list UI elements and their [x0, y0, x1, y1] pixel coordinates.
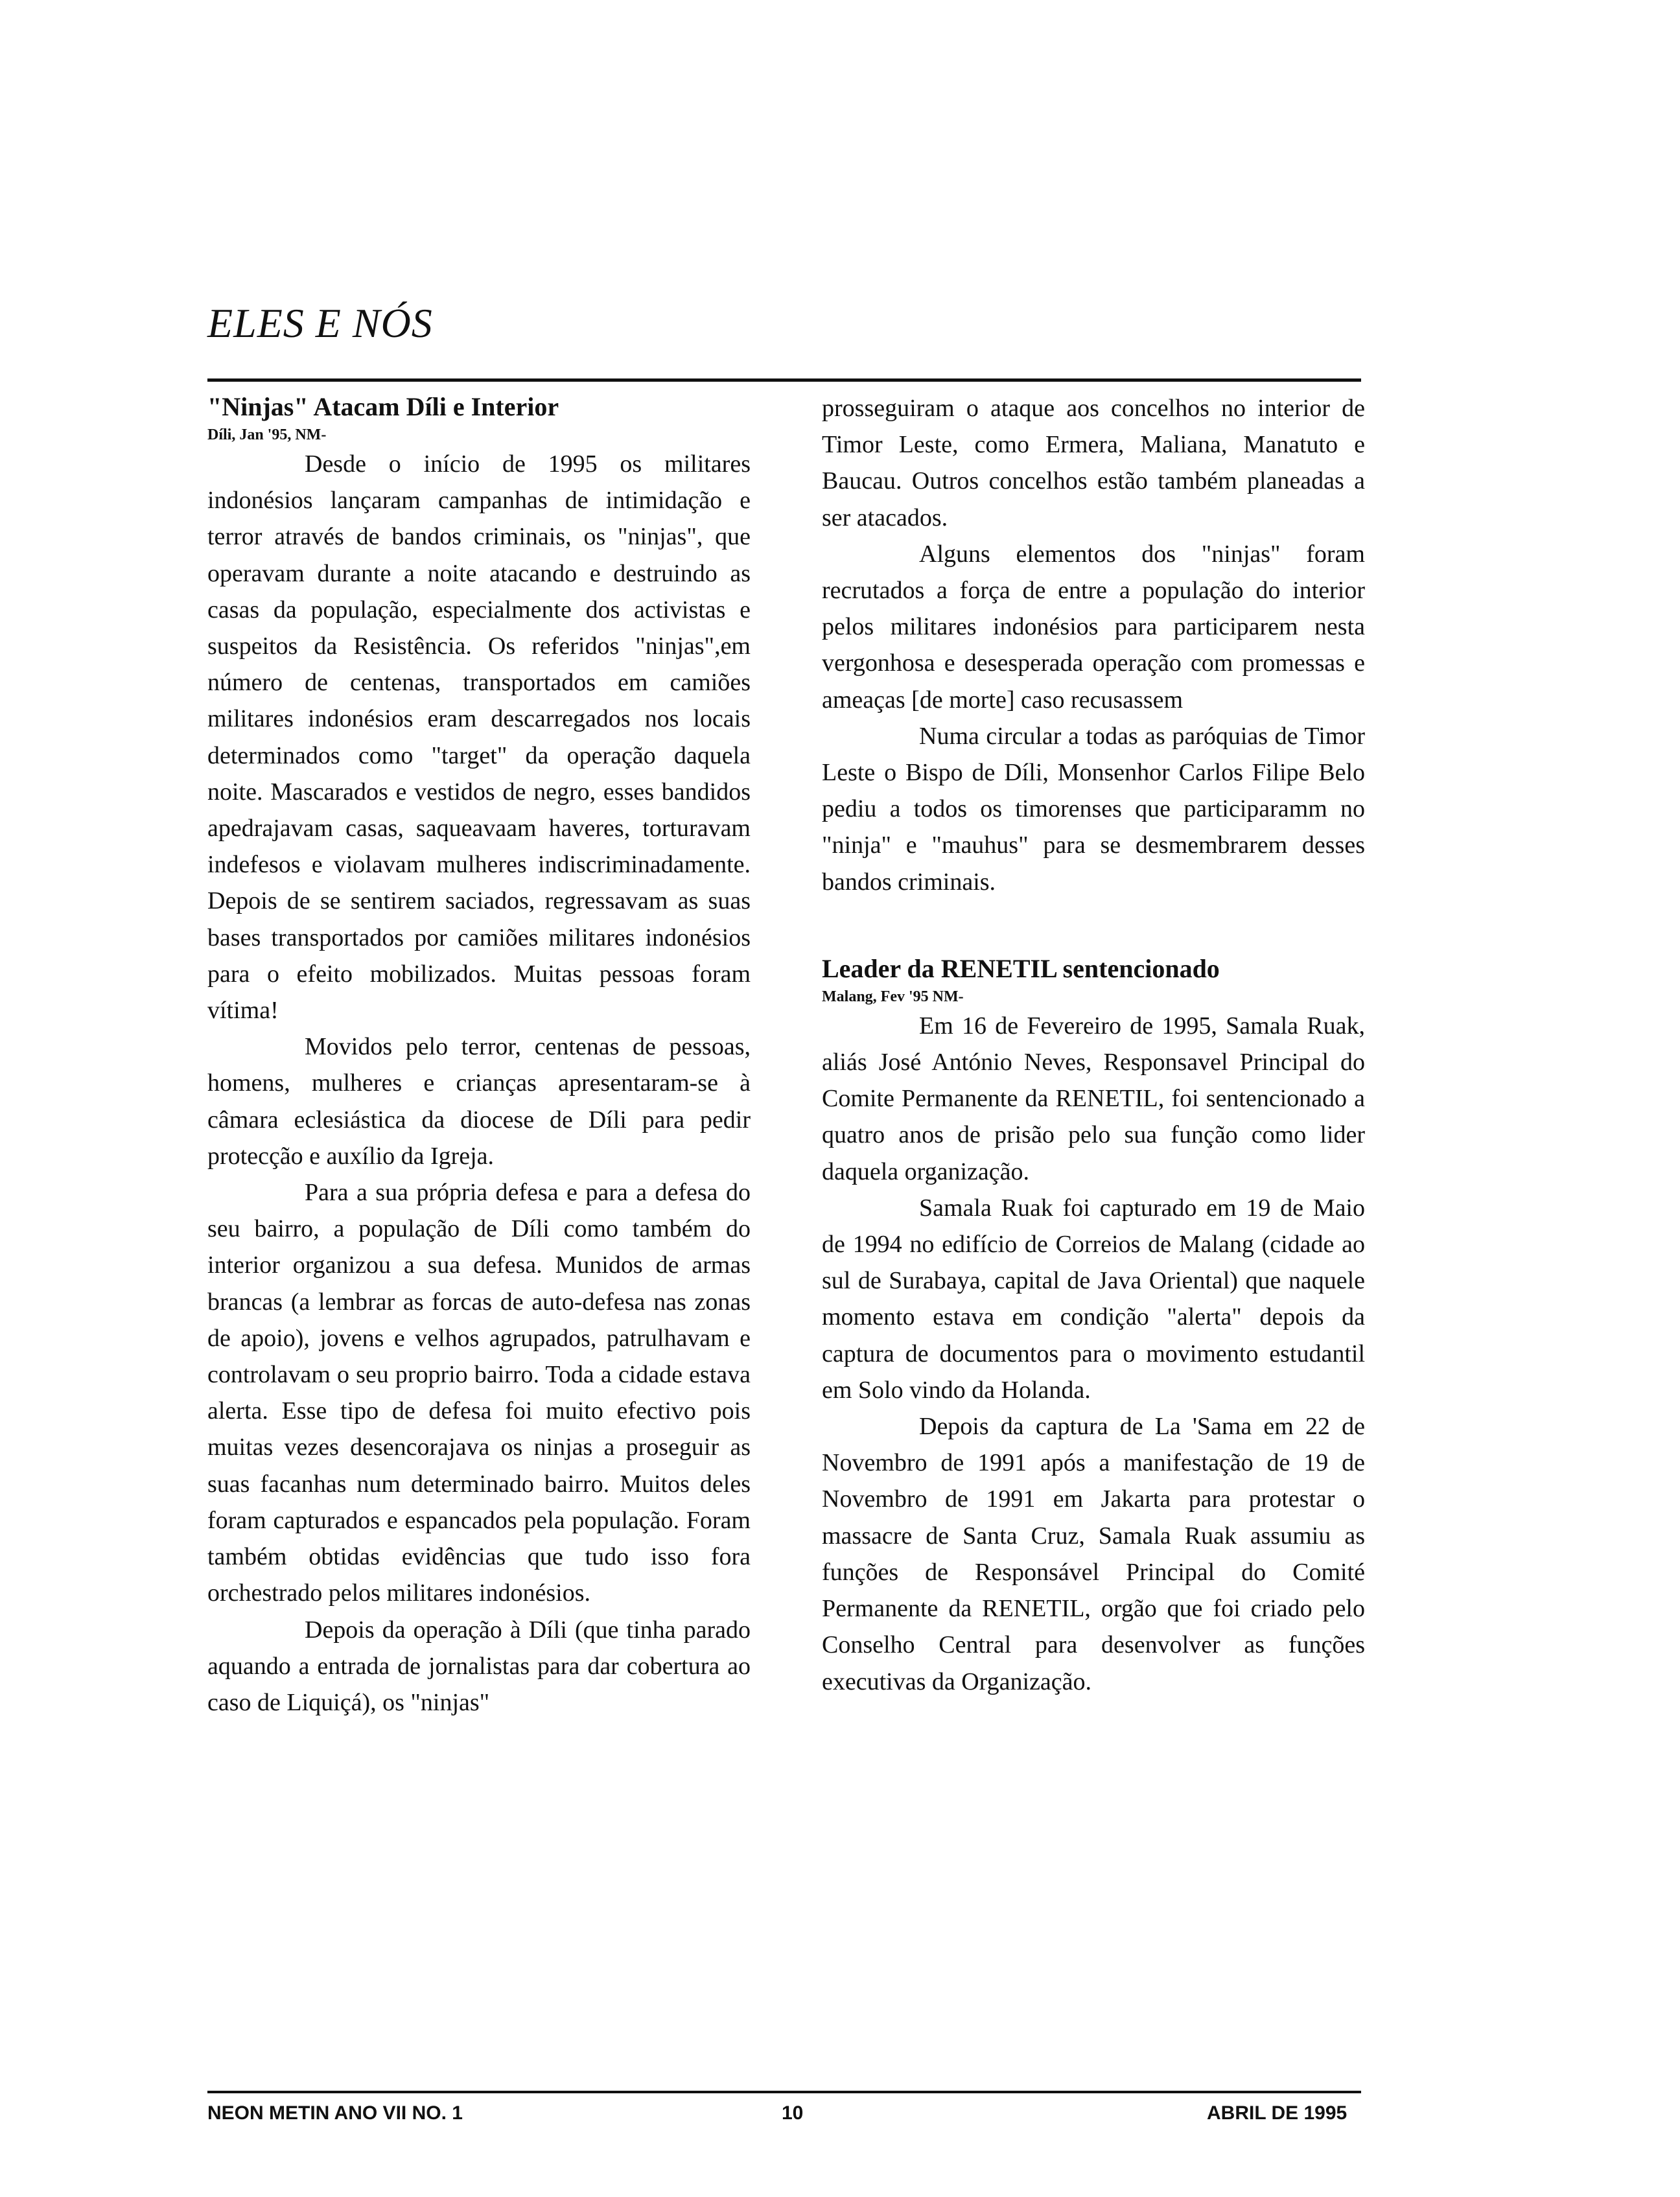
footer-page-number: 10 [782, 2102, 804, 2124]
article-paragraph: Samala Ruak foi capturado em 19 de Maio de 1994 no edifício de Correios de Malang (cidade ao sul de Surabaya, capital de Java Oriental) que naquele momento estava em condição "alerta" depois da captura de documentos para o movimento estudantil em Solo vindo da Holanda. [822, 1194, 1365, 1404]
section-title: ELES E NÓS [207, 300, 433, 346]
footer-date: ABRIL DE 1995 [1207, 2102, 1348, 2124]
article-headline: Leader da RENETIL sentencionado [822, 953, 1220, 983]
article-paragraph: prosseguiram o ataque aos concelhos no interior de Timor Leste, como Ermera, Maliana, Manatuto e Baucau. Outros concelhos estão também planeadas a ser atacados. [822, 395, 1365, 531]
article-paragraph: Movidos pelo terror, centenas de pessoas, homens, mulheres e crianças apresentaram-se à câmara eclesiástica da diocese de Díli para pedir protecção e auxílio da Igreja. [207, 1033, 751, 1170]
article-dateline: Díli, Jan '95, NM- [207, 426, 327, 443]
article-paragraph: Para a sua própria defesa e para a defesa do seu bairro, a população de Díli como também do interior organizou a sua defesa. Munidos de armas brancas (a lembrar as forcas de auto-defesa nas zonas de apoio), jovens e velhos agrupados, patrulhavam e controlavam o seu proprio bairro. Toda a cidade estava alerta. Esse tipo de defesa foi muito efectivo pois muitas vezes desencorajava os ninjas a proseguir as suas facanhas num determinado bairro. Muitos deles foram capturados e espancados pela população. Foram também obtidas evidências que tudo isso fora orchestrado pelos militares indonésios. [207, 1179, 751, 1607]
article-paragraph: Numa circular a todas as paróquias de Timor Leste o Bispo de Díli, Monsenhor Carlos Filipe Belo pediu a todos os timorenses que participaramm no "ninja" e "mauhus" para se desmembrarem desses bandos criminais. [822, 722, 1365, 896]
article-dateline: Malang, Fev '95 NM- [822, 988, 964, 1005]
article-headline: "Ninjas" Atacam Díli e Interior [207, 392, 559, 421]
top-divider [207, 378, 1361, 382]
article-paragraph: Depois da operação à Díli (que tinha parado aquando a entrada de jornalistas para dar cobertura ao caso de Liquiçá), os "ninjas" [207, 1616, 751, 1716]
bottom-divider [207, 2091, 1361, 2093]
article-paragraph: Em 16 de Fevereiro de 1995, Samala Ruak, aliás José António Neves, Responsavel Principal do Comite Permanente da RENETIL, foi sentencionado a quatro anos de prisão pelo sua função como lider daquela organização. [822, 1012, 1365, 1185]
article-paragraph: Alguns elementos dos "ninjas" foram recrutados a força de entre a população do interior pelos militares indonésios para participarem nesta vergonhosa e desesperada operação com promessas e ameaças [de morte] caso recusassem [822, 540, 1365, 714]
article-paragraph: Depois da captura de La 'Sama em 22 de Novembro de 1991 após a manifestação de 19 de Novembro de 1991 em Jakarta para protestar o massacre de Santa Cruz, Samala Ruak assumiu as funções de Responsável Principal do Comité Permanente da RENETIL, orgão que foi criado pelo Conselho Central para desenvolver as funções executivas da Organização. [822, 1413, 1365, 1695]
right-column [822, 390, 1365, 1700]
article-paragraph: Desde o início de 1995 os militares indonésios lançaram campanhas de intimidação e terror através de bandos criminais, os "ninjas", que operavam durante a noite atacando e destruindo as casas da população, especialmente dos activistas e suspeitos da Resistência. Os referidos "ninjas",em número de centenas, transportados em camiões militares indonésios eram descarregados nos locais determinados como "target" da operação daquela noite. Mascarados e vestidos de negro, esses bandidos apedrajavam casas, saqueavaam haveres, torturavam indefesos e violavam mulheres indiscriminadamente. Depois de se sentirem saciados, regressavam as suas bases transportados por camiões militares indonésios para o efeito mobilizados. Muitas pessoas foram vítima! [207, 450, 751, 1025]
article-spacer [822, 900, 1365, 951]
left-column [207, 389, 751, 1721]
footer-publication: NEON METIN ANO VII NO. 1 [207, 2102, 463, 2124]
